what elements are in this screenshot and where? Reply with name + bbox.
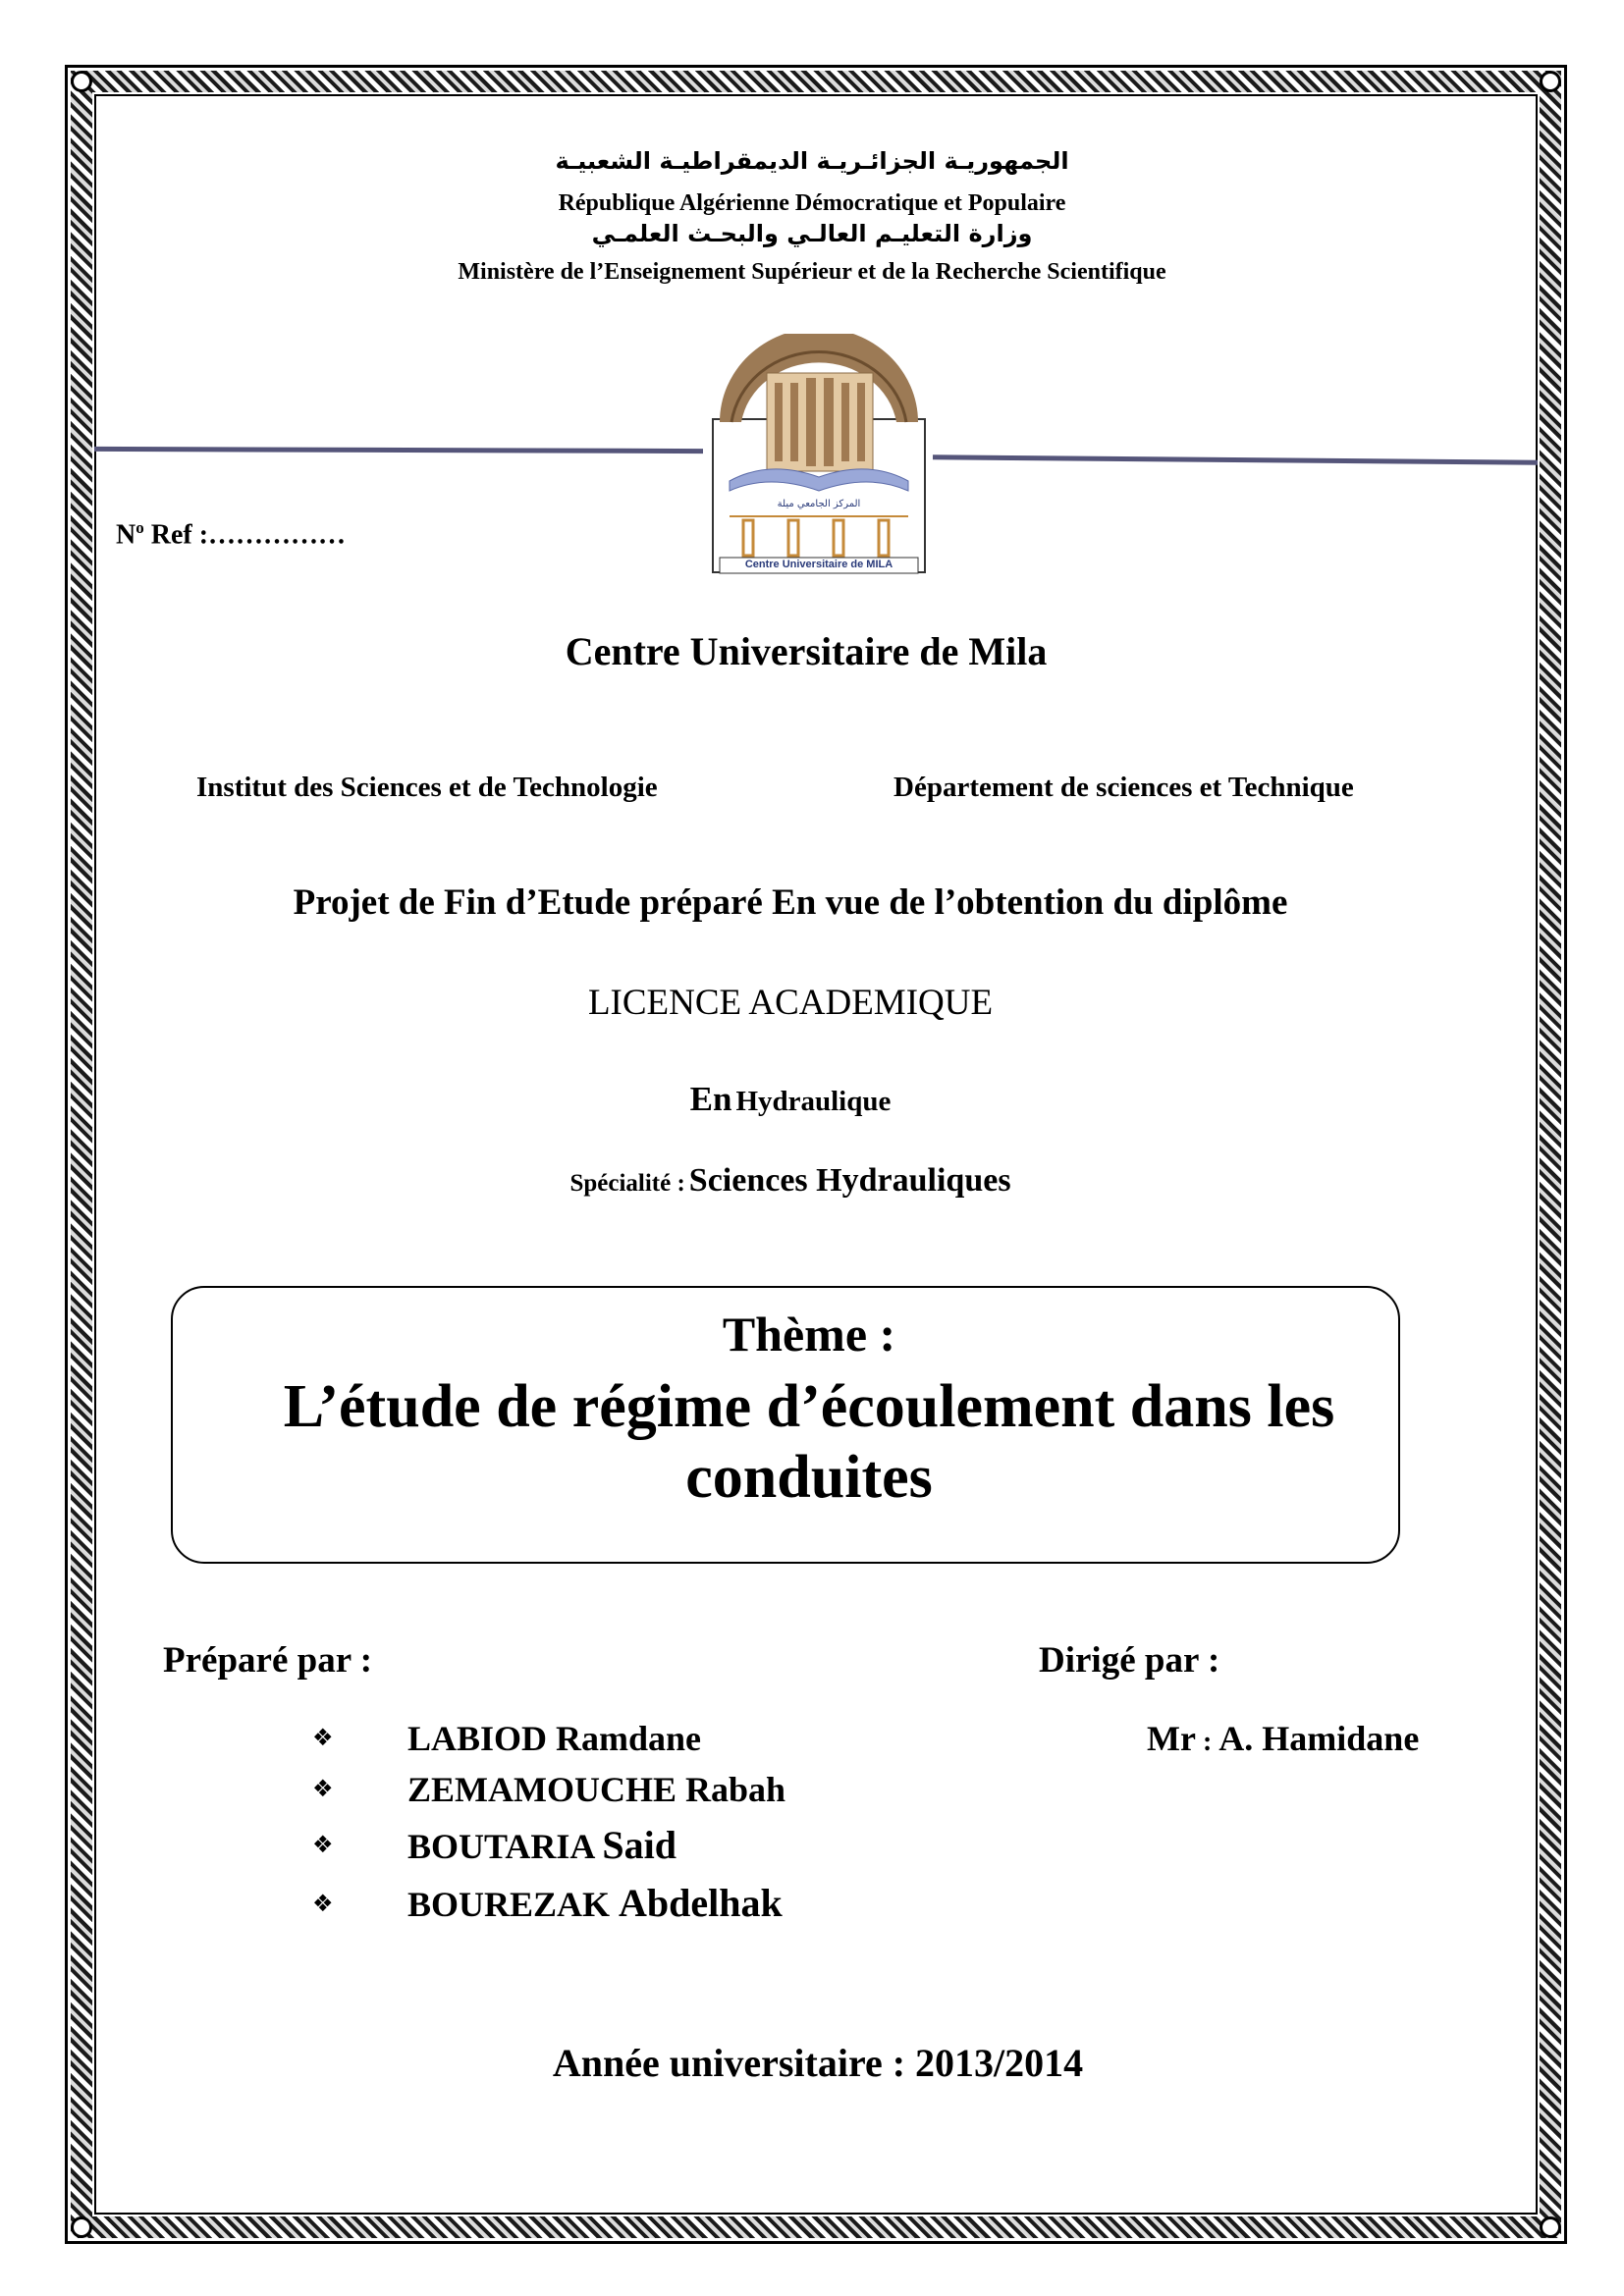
- bullet-icon: ❖: [312, 1831, 334, 1858]
- republic-line: République Algérienne Démocratique et Populaire: [558, 190, 1066, 216]
- student-firstname: Ramdane: [547, 1719, 702, 1758]
- institute-name: Institut des Sciences et de Technologie: [196, 772, 658, 803]
- specialty-label: Spécialité :: [569, 1170, 685, 1197]
- theme-label: Thème :: [722, 1307, 896, 1362]
- student-name: [407, 1769, 785, 1810]
- student-name: [407, 1822, 677, 1868]
- bullet-icon: ❖: [312, 1775, 334, 1802]
- field-value: Hydraulique: [735, 1086, 892, 1117]
- field-line: [0, 1080, 1602, 1119]
- student-name: [407, 1880, 783, 1926]
- ref-value: Ref :……………: [143, 519, 347, 551]
- frame-corner: [1540, 71, 1561, 92]
- ref-superscript: o: [135, 518, 144, 537]
- supervisor-separator: :: [1195, 1727, 1219, 1757]
- logo-caption: Centre Universitaire de MILA: [744, 559, 893, 570]
- student-surname: ZEMAMOUCHE: [407, 1770, 677, 1809]
- field-prefix: En: [689, 1080, 732, 1118]
- frame-corner: [71, 71, 92, 92]
- frame-corner: [71, 2216, 92, 2238]
- student-firstname: Said: [602, 1823, 677, 1867]
- supervisor-title: Mr: [1147, 1719, 1196, 1758]
- degree-text: LICENCE ACADEMIQUE: [587, 983, 994, 1023]
- bullet-icon: ❖: [312, 1890, 334, 1917]
- ministry-line: Ministère de l’Enseignement Supérieur et de la Recherche Scientifique: [458, 259, 1166, 285]
- student-firstname: Abdelhak: [619, 1881, 783, 1925]
- student-surname: BOUTARIA: [407, 1827, 603, 1866]
- degree-title: [0, 982, 1602, 1024]
- project-line: Projet de Fin d’Etude préparé En vue de l’obtention du diplôme: [293, 882, 1288, 923]
- student-name: [407, 1718, 701, 1759]
- theme-title-line2: conduites: [685, 1444, 933, 1511]
- student-firstname: Rabah: [677, 1770, 786, 1809]
- directed-by-label: Dirigé par :: [1039, 1640, 1220, 1681]
- student-surname: LABIOD: [407, 1719, 548, 1758]
- ref-label: N: [116, 519, 136, 551]
- department-name: Département de sciences et Technique: [893, 772, 1354, 803]
- reference-number: [116, 518, 346, 551]
- logo-banner-text: المركز الجامعي ميلة: [777, 499, 861, 509]
- specialty-value: Sciences Hydrauliques: [688, 1162, 1011, 1199]
- theme-title-line1: L’étude de régime d’écoulement dans les: [283, 1373, 1335, 1440]
- specialty-line: [0, 1162, 1602, 1200]
- prepared-by-label: Préparé par :: [163, 1640, 373, 1681]
- university-logo: [710, 334, 928, 577]
- institution-name: Centre Universitaire de Mila: [565, 629, 1048, 673]
- arabic-ministry-line: وزارة التعليـم العالـي والبحـث العلمـي: [591, 220, 1033, 247]
- bullet-icon: ❖: [312, 1724, 334, 1751]
- academic-year: Année universitaire : 2013/2014: [552, 2041, 1084, 2085]
- supervisor-name: [1147, 1718, 1419, 1759]
- frame-corner: [1540, 2216, 1561, 2238]
- arabic-republic-line: الجمهوريـة الجزائـريـة الديمقراطيـة الشعبيـة: [555, 147, 1069, 175]
- supervisor-fullname: A. Hamidane: [1218, 1719, 1420, 1758]
- student-surname: BOUREZAK: [407, 1885, 620, 1924]
